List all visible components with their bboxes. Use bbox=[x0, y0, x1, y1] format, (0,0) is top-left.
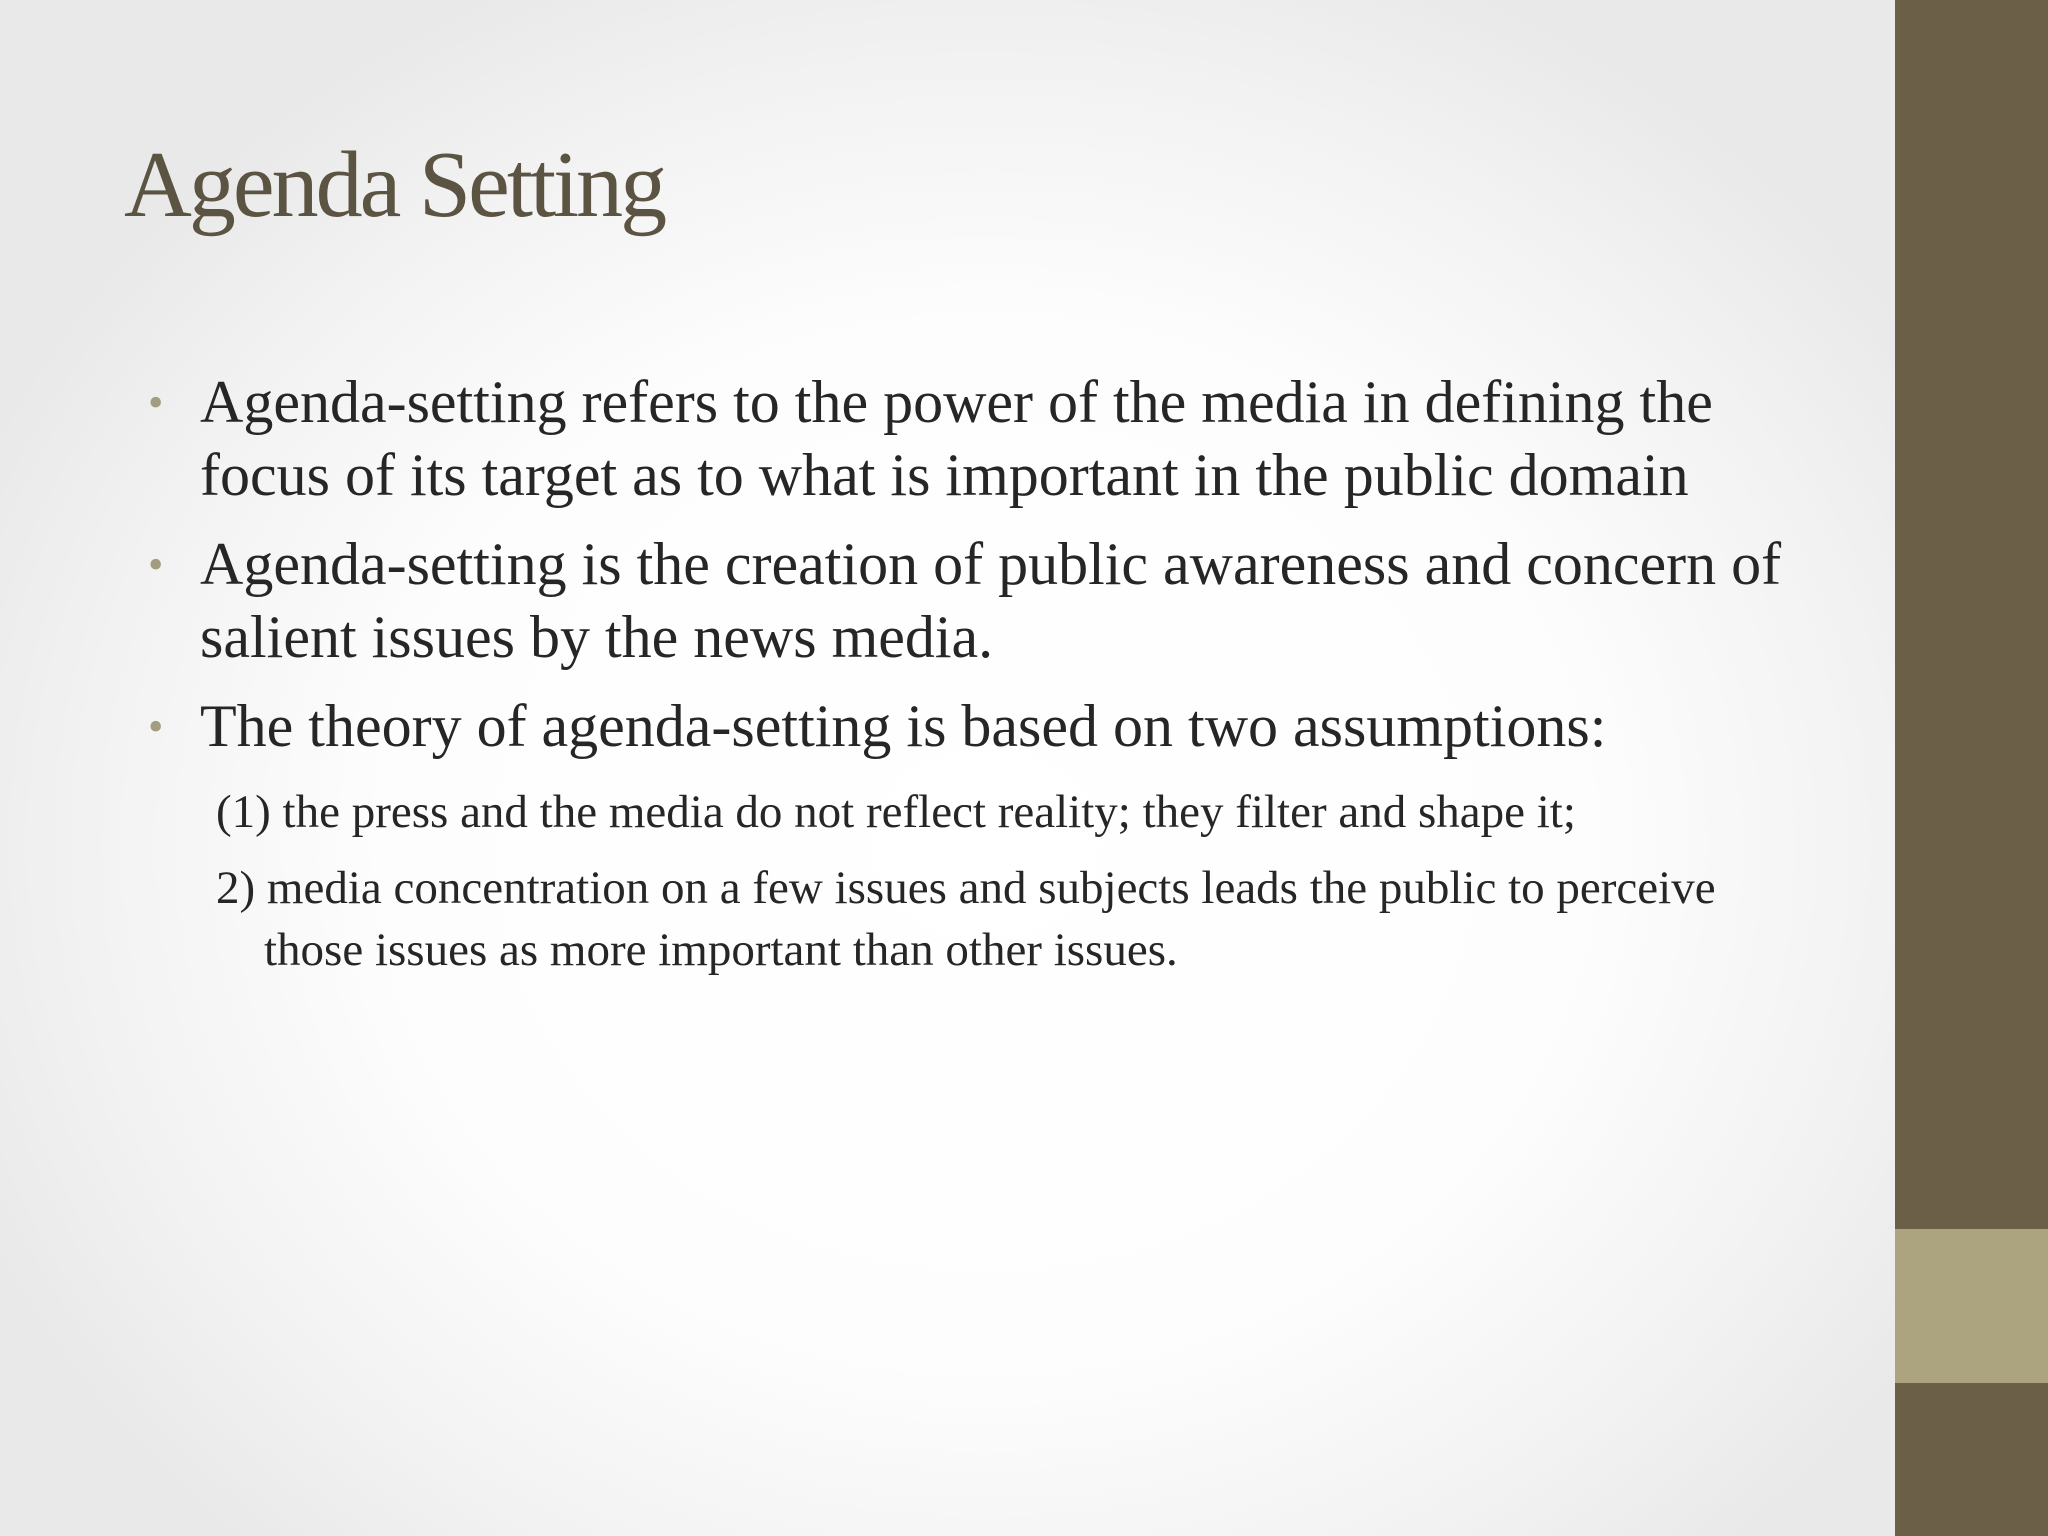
bullet-dot-icon: • bbox=[148, 702, 164, 751]
bullet-dot-icon: • bbox=[148, 540, 164, 589]
assumption-item: 2) media concentration on a few issues and subjects leads the public to perceive those issues as more important than other issues. bbox=[216, 862, 1716, 976]
bullet-list bbox=[148, 366, 1798, 995]
assumption-item: (1) the press and the media do not reflect reality; they filter and shape it; bbox=[216, 786, 1576, 838]
side-accent-block bbox=[1895, 1229, 2048, 1383]
bullet-dot-icon: • bbox=[148, 378, 164, 427]
bullet-item bbox=[148, 528, 1798, 674]
bullet-text: Agenda-setting is the creation of public awareness and concern of salient issues by the news media. bbox=[200, 531, 1782, 670]
slide-title: Agenda Setting bbox=[124, 133, 665, 237]
bullet-item bbox=[148, 690, 1798, 763]
bullet-text: The theory of agenda-setting is based on two assumptions: bbox=[200, 693, 1607, 759]
bullet-item bbox=[148, 366, 1798, 512]
bullet-text: Agenda-setting refers to the power of the media in defining the focus of its target as to what is important in the public domain bbox=[200, 369, 1713, 508]
